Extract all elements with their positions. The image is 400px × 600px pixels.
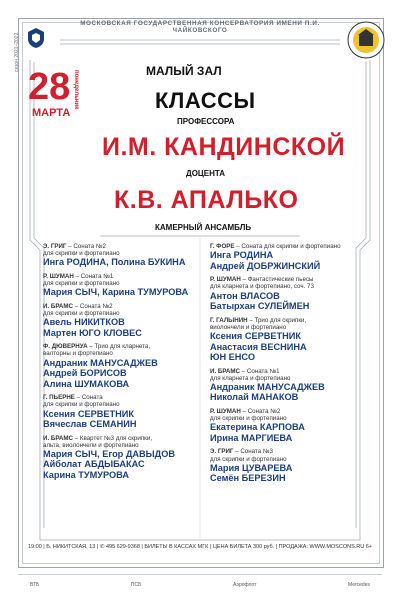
work-instrumentation: для скрипки и фортепиано	[43, 280, 120, 288]
work-title: – Соната №1	[241, 367, 280, 375]
performer-name: Екатерина КАРПОВА	[210, 422, 305, 433]
work-instrumentation: альта, виолончели и фортепиано	[43, 441, 139, 449]
program-column-right	[210, 243, 382, 489]
sponsor-logo: ПСБ	[130, 582, 142, 588]
composer-name: Р. ШУМАН	[210, 407, 241, 415]
work-instrumentation: для скрипки и фортепиано	[43, 250, 120, 258]
footer-info: 19:00 | Б. НИКИТСКАЯ, 13 | ✆ 495 629-9368 | БИЛЕТЫ В КАССАХ МГК | ЦЕНА БИЛЕТА 300 руб. | ПРОДАЖА: WWW.MOSCONS.RU 6+	[27, 544, 373, 550]
work-description	[43, 343, 215, 350]
work-title: – Соната	[76, 394, 103, 402]
work-instrumentation: для кларнета и фортепиано, соч. 73	[210, 283, 314, 291]
program-item	[43, 243, 215, 268]
work-instrumentation: для кларнета и фортепиано	[210, 374, 291, 382]
performer-name: ЮН ЕНСО	[210, 352, 255, 363]
sponsor-logo: ВТБ	[30, 582, 40, 588]
sponsor-logo: Mercedes	[348, 582, 370, 588]
program-item	[43, 273, 215, 298]
work-description	[43, 243, 215, 250]
work-description	[43, 273, 215, 280]
performer-name: Мария СЫЧ, Карина ТУМУРОВА	[43, 287, 189, 298]
performer-name: Батырхан СУЛЕЙМЕН	[210, 301, 310, 312]
docent-label: ДОЦЕНТА	[186, 169, 226, 178]
work-description	[43, 303, 215, 310]
work-title: – Соната №2	[68, 243, 106, 250]
conservatory-logo-icon	[346, 20, 386, 60]
date-day: 28	[28, 66, 71, 108]
work-instrumentation: для скрипки и фортепиано	[43, 401, 120, 409]
performer-name: Антон ВЛАСОВ	[210, 290, 280, 301]
work-description	[43, 394, 215, 401]
composer-name: Г. ПЬЕРНЕ	[43, 394, 75, 402]
work-title: – Соната №2	[74, 302, 113, 310]
work-description	[210, 243, 382, 250]
composer-name: Г. ФОРЕ	[210, 243, 235, 250]
performer-name: Карина ТУМУРОВА	[43, 469, 129, 480]
performer-name: Семён БЕРЕЗИН	[210, 473, 286, 484]
performer-name: Андраник МАНУСАДЖЕВ	[43, 357, 158, 368]
composer-name: И. БРАМС	[210, 367, 241, 375]
work-title: – Квартет №3 для скрипки,	[74, 434, 153, 442]
program-item	[210, 408, 382, 443]
work-title: – Соната №3	[235, 448, 273, 456]
professor-name: И.М. КАНДИНСКОЙ	[102, 133, 346, 161]
footer-divider	[18, 574, 382, 575]
composer-name: Э. ГРИГ	[210, 448, 234, 456]
docent-name: К.В. АПАЛЬКО	[114, 186, 299, 214]
work-description	[210, 448, 382, 455]
work-title: – Трио для скрипки,	[249, 316, 307, 324]
composer-name: Э. ГРИГ	[43, 243, 67, 250]
performer-name: Инга РОДИНА, Полина БУКИНА	[43, 257, 186, 268]
program-item	[210, 243, 382, 271]
ensemble-label: КАМЕРНЫЙ АНСАМБЛЬ	[155, 223, 252, 232]
program-item	[210, 276, 382, 311]
work-description	[210, 408, 382, 415]
work-description	[43, 435, 215, 442]
performer-name: Инга РОДИНА	[210, 250, 274, 261]
performer-name: Айболат АБДЫБАКАС	[43, 459, 145, 470]
composer-name: И. БРАМС	[43, 302, 74, 310]
organization-name: МОСКОВСКАЯ ГОСУДАРСТВЕННАЯ КОНСЕРВАТОРИЯ ИМЕНИ П.И. ЧАЙКОВСКОГО	[80, 20, 320, 34]
performer-name: Вячеслав СЕМАНИН	[43, 419, 137, 430]
work-title: – Соната №2	[242, 407, 281, 415]
performer-name: Мария СЫЧ, Егор ДАВЫДОВ	[43, 448, 175, 459]
professor-label: ПРОФЕССОРА	[177, 117, 235, 126]
event-title: КЛАССЫ	[155, 88, 256, 113]
performer-name: Андраник МАНУСАДЖЕВ	[210, 381, 325, 392]
work-instrumentation: виолончели и фортепиано	[210, 323, 287, 331]
work-title: – Фантастические пьесы	[242, 276, 314, 284]
work-instrumentation: для скрипки и фортепиано	[210, 415, 287, 423]
performer-name: Ирина МАРГИЕВА	[210, 432, 293, 443]
program-item	[43, 303, 215, 338]
date-weekday: понедельник	[73, 70, 79, 110]
program-column-left	[43, 243, 215, 485]
work-title: – Соната №1	[75, 272, 114, 280]
performer-name: Алина ШУМАКОВА	[43, 378, 130, 389]
performer-name: Андрей ДОБРЖИНСКИЙ	[210, 260, 321, 271]
work-title: – Трио для кларнета,	[89, 343, 151, 351]
coat-of-arms-icon	[24, 26, 48, 50]
work-instrumentation: валторны и фортепиано	[43, 350, 113, 358]
work-description	[210, 276, 382, 283]
composer-name: Р. ШУМАН	[210, 276, 241, 284]
work-description	[210, 368, 382, 375]
sponsor-strip	[30, 582, 370, 588]
composer-name: Ф. ДЮВЕРНУА	[43, 343, 88, 351]
program-item	[43, 435, 215, 481]
work-description	[210, 317, 382, 324]
performer-name: Мария ЦУВАРЕВА	[210, 462, 293, 473]
performer-name: Андрей БОРИСОВ	[43, 368, 127, 379]
sponsor-logo: Аэрофлот	[232, 582, 257, 588]
program-item	[210, 448, 382, 483]
work-title: – Соната для скрипки и фортепиано	[236, 243, 341, 250]
season-label: сезон 2021–2022	[14, 32, 20, 72]
composer-name: И. БРАМС	[43, 434, 74, 442]
performer-name: Ксения СЕРВЕТНИК	[210, 331, 301, 342]
composer-name: Г. ГАЛЫНИН	[210, 316, 248, 324]
hall-name: МАЛЫЙ ЗАЛ	[146, 64, 222, 78]
date-month: МАРТА	[32, 107, 71, 119]
work-instrumentation: для скрипки и фортепиано	[210, 455, 287, 463]
program-item	[210, 368, 382, 403]
performer-name: Николай МАНАКОВ	[210, 392, 299, 403]
performer-name: Авель НИКИТКОВ	[43, 317, 125, 328]
work-instrumentation: для скрипки и фортепиано	[43, 310, 120, 318]
program-item	[43, 343, 215, 389]
performer-name: Мартен ЮГО КЛОВЕС	[43, 327, 142, 338]
performer-name: Анастасия ВЕСНИНА	[210, 341, 307, 352]
composer-name: Р. ШУМАН	[43, 272, 74, 280]
program-item	[43, 394, 215, 429]
program-item	[210, 317, 382, 363]
performer-name: Ксения СЕРВЕТНИК	[43, 408, 134, 419]
